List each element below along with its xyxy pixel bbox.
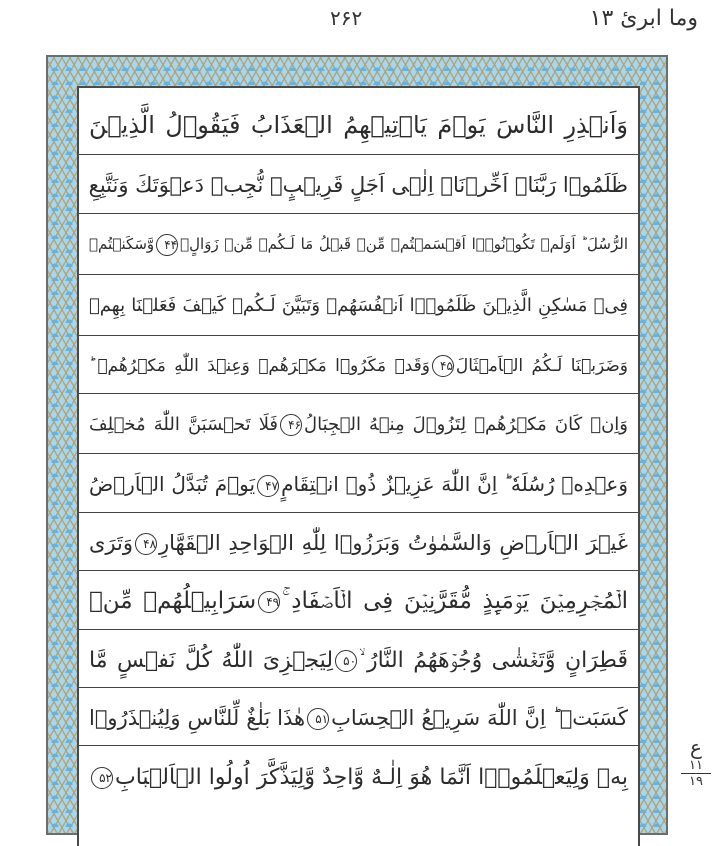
line-text-continued: سَرَابِيۡلُهُمۡ مِّنۡ bbox=[89, 588, 257, 614]
line-text: الرُّسُلَ ؕ اَوَلَمۡ تَكُوۡنُوۡۤا اَقۡسَمۡتُمۡ مِّنۡ قَبۡلُ مَا لَـكُمۡ مِّنۡ زَوَالٍۙ bbox=[180, 235, 628, 253]
ayah-number-marker: ۴۴ bbox=[156, 234, 178, 256]
line-text-continued: وَتَرَى bbox=[89, 531, 134, 555]
juz-title: وما ابرئ ۱۳ bbox=[589, 6, 698, 31]
ayah-number-marker: ۵۰ bbox=[335, 650, 357, 672]
verse-line bbox=[79, 689, 638, 748]
ruku-marker bbox=[681, 736, 711, 789]
line-text: وَعۡدِهٖ رُسُلَهٗ ؕ اِنَّ اللّٰهَ عَزِيۡزٌ ذُوۡ انۡتِقَامٍ bbox=[281, 472, 628, 496]
verse-line bbox=[79, 96, 638, 155]
line-separator bbox=[79, 213, 638, 214]
verse-line bbox=[79, 572, 638, 631]
ayah-number-marker: ۴۷ bbox=[257, 475, 279, 497]
ruku-number-top: ۱۱ bbox=[681, 758, 711, 774]
line-text: فِىۡ مَسٰكِنِ الَّذِيۡنَ ظَلَمُوۡۤا اَنۡفُسَهُمۡ وَتَبَيَّنَ لَـكُمۡ كَيۡفَ فَعَلۡنَا بِهِمۡ bbox=[89, 295, 628, 316]
line-text: قَطِرَانٍ وَّتَغۡشٰى وُجُوۡهَهُمُ النَّارُ ۙ bbox=[359, 648, 628, 673]
verse-line bbox=[79, 631, 638, 690]
line-text-continued: يَوۡمَ تُبَدَّلُ الۡاَرۡضُ bbox=[89, 472, 256, 496]
line-separator bbox=[79, 745, 638, 746]
line-text: ظَلَمُوۡا رَبَّنَاۤ اَخِّرۡنَاۤ اِلٰۤى اَجَلٍ قَرِيۡبٍۙ نُّجِبۡ دَعۡوَتَكَ وَنَتَّبِعِ bbox=[88, 173, 628, 197]
line-text: بِهٖ وَلِيَعۡلَمُوۡۤا اَنَّمَا هُوَ اِلٰـهٌ وَّاحِدٌ وَّلِيَذَّكَّرَ اُولُوا الۡاَلۡبَابِ bbox=[115, 765, 628, 790]
line-separator bbox=[79, 453, 638, 454]
page-number: ۲۶۲ bbox=[330, 6, 363, 30]
line-text: كَسَبَتۡ ؕ اِنَّ اللّٰهَ سَرِيۡعُ الۡحِسَابِ bbox=[331, 706, 628, 730]
verse-line bbox=[79, 215, 638, 274]
ayah-number-marker: ۴۵ bbox=[432, 355, 454, 377]
line-separator bbox=[79, 335, 638, 336]
line-separator bbox=[79, 687, 638, 688]
ruku-symbol: ع bbox=[690, 735, 702, 759]
line-text: وَاِنۡ كَانَ مَكۡرُهُمۡ لِتَزُوۡلَ مِنۡهُ الۡجِبَالُ bbox=[304, 414, 628, 435]
line-text-continued: وَقَدۡ مَكَرُوۡا مَكۡرَهُمۡ وَعِنۡدَ اللّٰهِ مَكۡرُهُمۡ ؕ bbox=[89, 356, 430, 376]
line-separator bbox=[79, 393, 638, 394]
verse-line bbox=[79, 156, 638, 215]
line-separator bbox=[79, 629, 638, 630]
verse-line bbox=[79, 514, 638, 573]
quran-text-area bbox=[77, 86, 640, 846]
line-text-continued: وَّسَكَنۡتُمۡ bbox=[89, 235, 155, 253]
line-separator bbox=[79, 570, 638, 571]
ayah-number-marker: ۵۱ bbox=[307, 708, 329, 730]
verse-line bbox=[79, 748, 638, 807]
line-text-continued: هٰذَا بَلٰغٌ لِّلنَّاسِ وَلِيُنۡذَرُوۡا bbox=[89, 706, 306, 730]
ayah-number-marker: ۴۶ bbox=[280, 414, 302, 436]
ayah-number-marker: ۴۹ bbox=[258, 591, 280, 613]
line-separator bbox=[79, 274, 638, 275]
ayah-number-marker: ۴۸ bbox=[135, 533, 157, 555]
line-text: غَيۡرَ الۡاَرۡضِ وَالسَّمٰوٰتُ وَبَرَزُوۡا لِلّٰهِ الۡوَاحِدِ الۡقَهَّارِ bbox=[159, 531, 628, 555]
line-text: وَضَرَبۡنَا لَـكُمُ الۡاَمۡثَالَ bbox=[455, 356, 628, 376]
line-separator bbox=[79, 512, 638, 513]
verse-line bbox=[79, 337, 638, 396]
ayah-number-marker: ۵۲ bbox=[91, 767, 113, 789]
line-separator bbox=[79, 154, 638, 155]
ruku-number-bottom: ۱۹ bbox=[689, 774, 703, 789]
verse-line bbox=[79, 395, 638, 454]
line-text: وَاَنۡذِرِ النَّاسَ يَوۡمَ يَاۡتِيۡهِمُ الۡعَذَابُ فَيَقُوۡلُ الَّذِيۡنَ bbox=[89, 111, 628, 139]
verse-line bbox=[79, 455, 638, 514]
line-text-continued: فَلَا تَحۡسَبَنَّ اللّٰهَ مُخۡلِفَ bbox=[89, 414, 279, 435]
line-text-continued: لِيَجۡزِىَ اللّٰهُ كُلَّ نَفۡسٍ مَّا bbox=[89, 648, 334, 673]
verse-line bbox=[79, 276, 638, 335]
line-text: الۡمُجۡرِمِيۡنَ يَوۡمَٮِٕذٍ مُّقَرَّنِيۡنَ فِى الۡاَصۡفَادِ ۚ bbox=[282, 588, 629, 614]
